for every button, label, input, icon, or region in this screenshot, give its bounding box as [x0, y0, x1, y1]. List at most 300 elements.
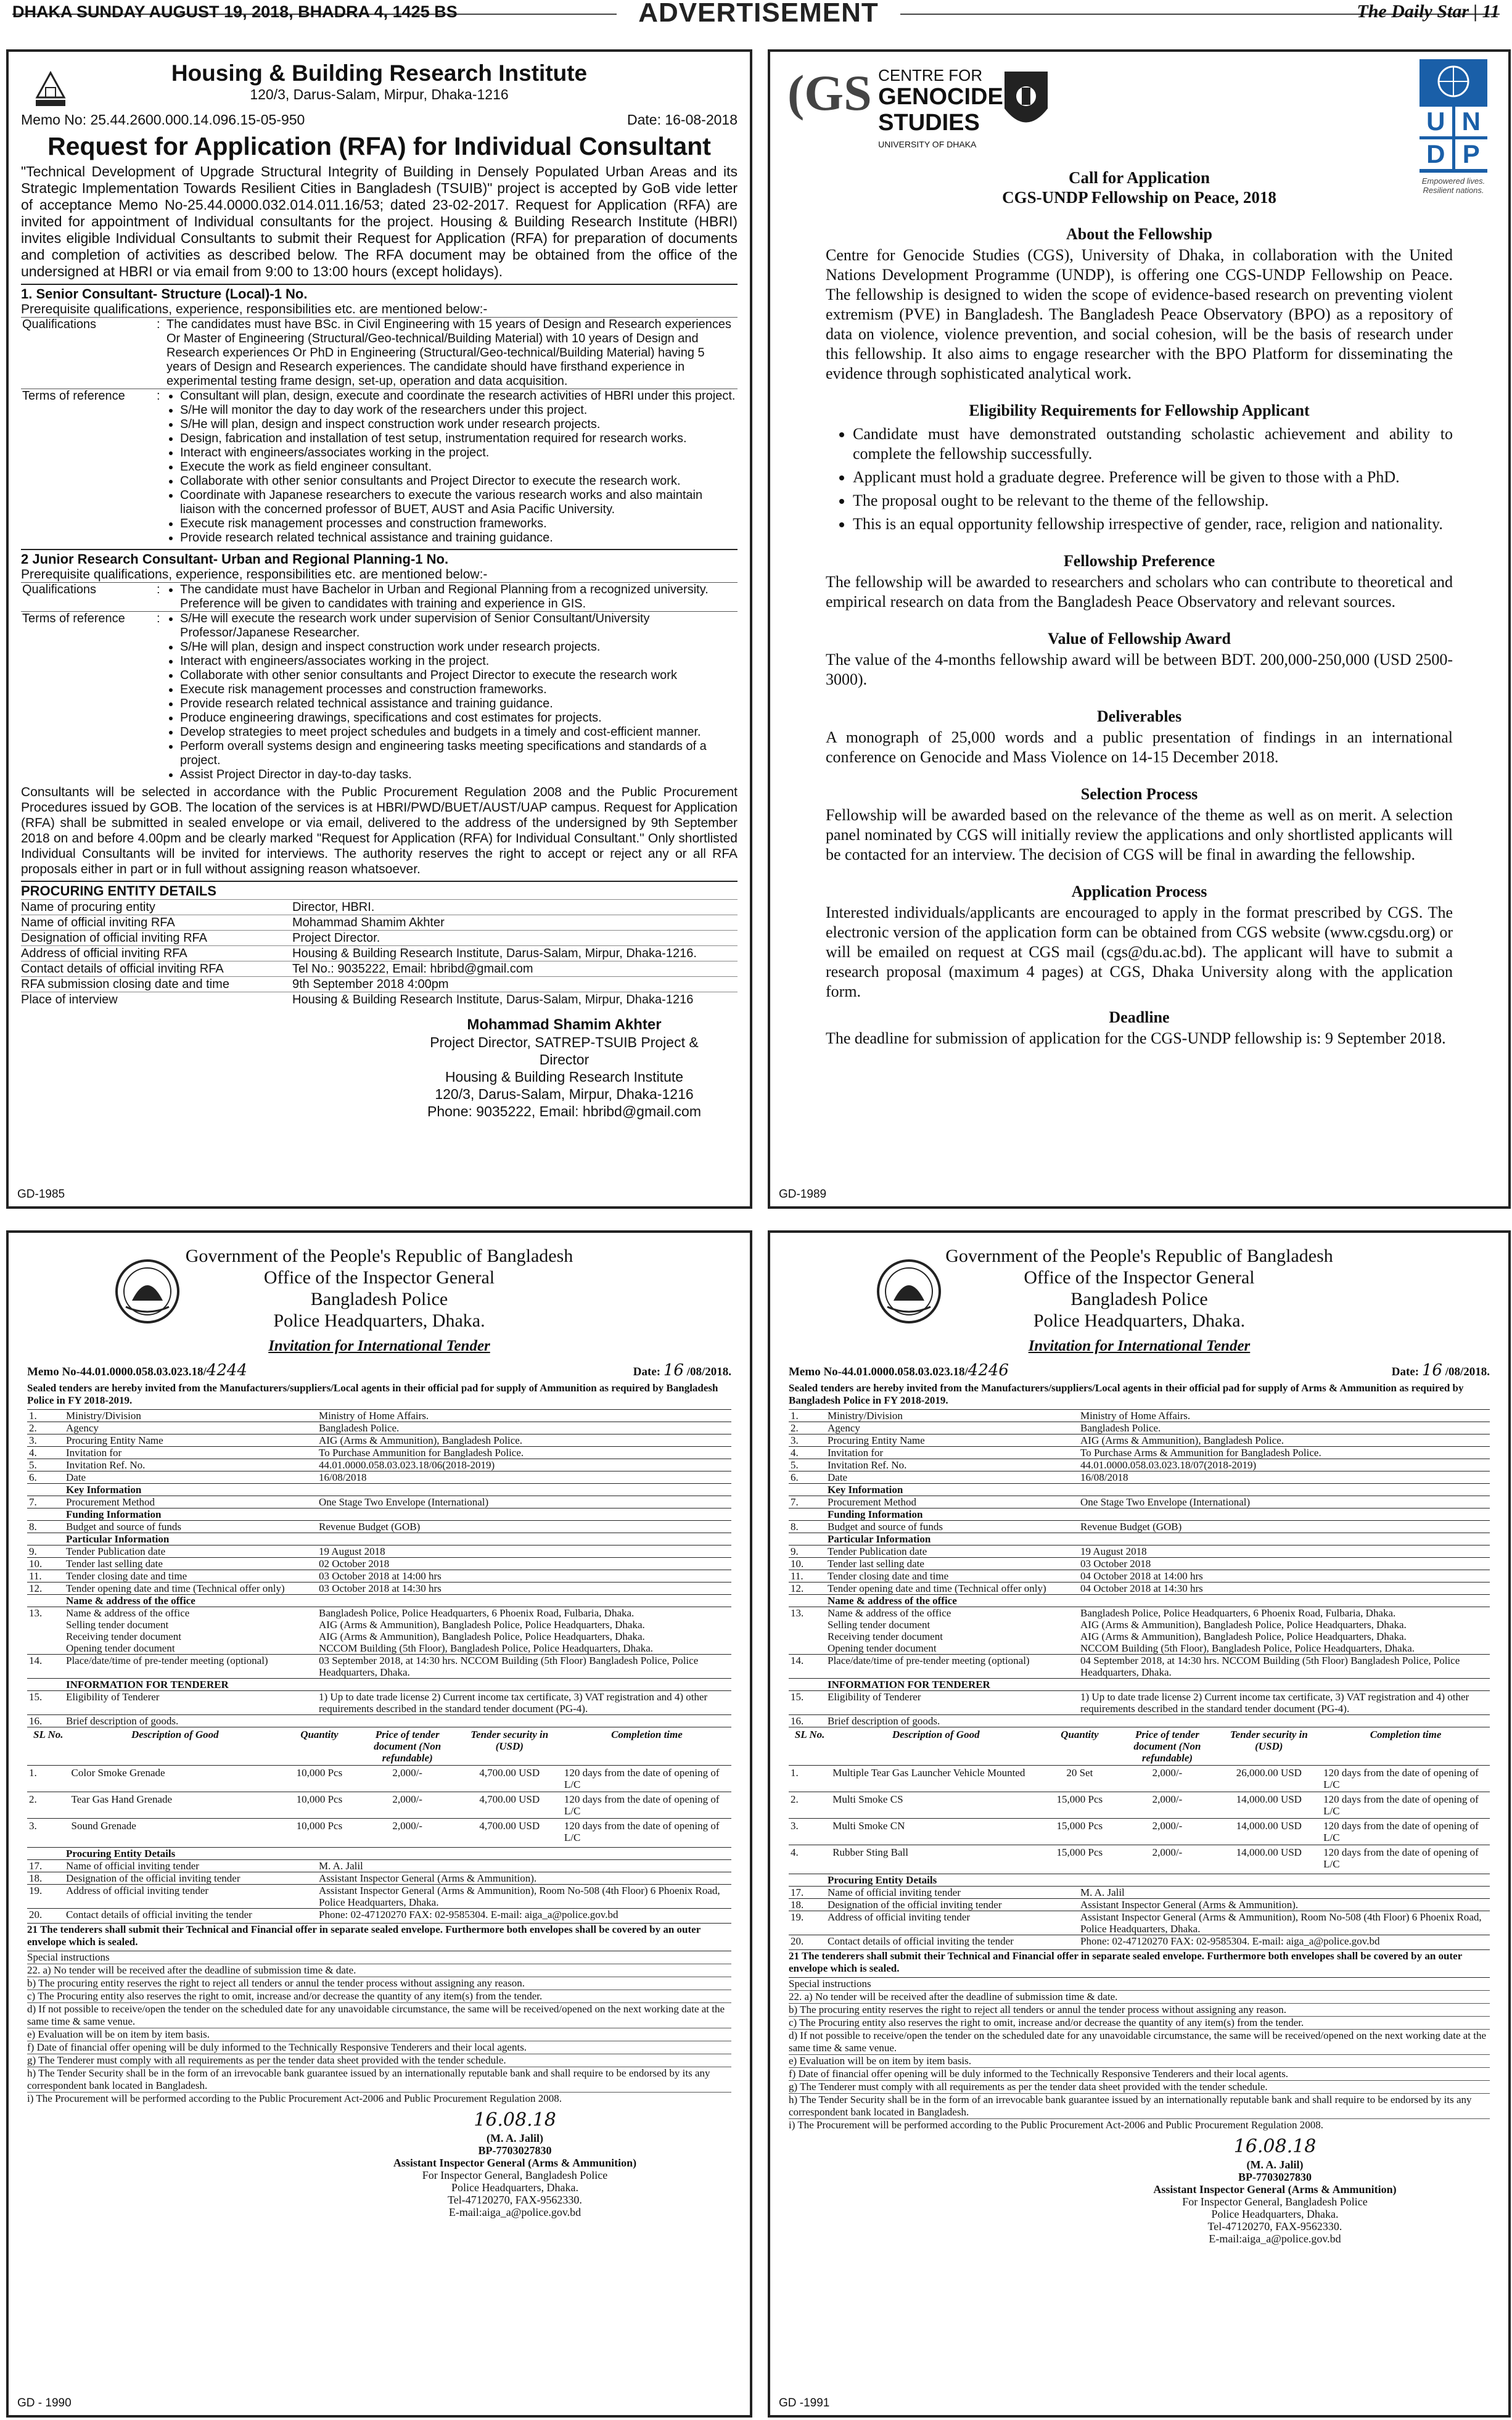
- tor-item: • Provide research related technical assistance and training guidance.: [180, 697, 738, 711]
- goods-cell-desc: Multiple Tear Gas Launcher Vehicle Mounted: [831, 1766, 1041, 1792]
- tender-title: Invitation for International Tender: [1028, 1338, 1251, 1354]
- pe-key: RFA submission closing date and time: [21, 977, 229, 991]
- row-key: Particular Information: [64, 1533, 317, 1545]
- tor-label: Terms of reference: [22, 389, 125, 403]
- row-key: Agency: [826, 1422, 1079, 1434]
- goods-table: [27, 1727, 731, 1845]
- row-value: One Stage Two Envelope (International): [1079, 1496, 1490, 1508]
- row-value: [1079, 1679, 1490, 1691]
- row-value: To Purchase Arms & Ammunition for Bangladesh Police.: [1079, 1447, 1490, 1459]
- sig-line: Assistant Inspector General (Arms & Ammunition): [393, 2157, 637, 2169]
- table-row: [27, 1459, 731, 1471]
- table-row: [27, 1558, 731, 1570]
- memo-line: [21, 112, 738, 128]
- table-row: [789, 1887, 1490, 1899]
- closing-text: Consultants will be selected in accordance with the Public Procurement Regulation 2008 and the Public Procurement Procedures issued by GOB. The location of the services is at HBRI/PWD/BUET/AUST/UAP campus. Request for Application (RFA) shall be submitted in sealed envelope or via email, delivered to the address of the undersigned by 9th September 2018 on and before 4.00pm and be clearly marked "Request for Application (RFA) for Individual Consultant." Only shortlisted Individual Consultants will be invited for interviews. The authority reserves the right to accept or reject any or all RFA proposals either in part or in full without assigning reason whatsoever.: [21, 785, 738, 876]
- row-value: AIG (Arms & Ammunition), Bangladesh Police.: [1079, 1434, 1490, 1447]
- row-key: Brief description of goods.: [826, 1715, 1079, 1727]
- signature-block: [391, 1016, 738, 1120]
- table-row: [27, 1434, 731, 1447]
- special-instruction: 22. a) No tender will be received after the deadline of submission time & date.: [789, 1990, 1490, 2003]
- eligibility-item: • Applicant must hold a graduate degree. Preference will be given to those with a PhD.: [853, 467, 1453, 487]
- row-key: Invitation Ref. No.: [64, 1459, 317, 1471]
- tor-item: • S/He will execute the research work under supervision of Senior Consultant/University Professor/Japanese Researcher.: [180, 612, 738, 640]
- row-value: 44.01.0000.058.03.023.18/06(2018-2019): [317, 1459, 731, 1471]
- goods-cell-sec: 4,700.00 USD: [457, 1819, 562, 1845]
- row-key: Funding Information: [64, 1508, 317, 1521]
- row-key: Address of official inviting tender: [64, 1885, 317, 1909]
- row-number: 1.: [27, 1410, 64, 1422]
- row-number: 14.: [27, 1655, 64, 1679]
- eligibility-item: • This is an equal opportunity fellowship irrespective of gender, race, religion and nationality.: [853, 514, 1453, 534]
- section-heading: Fellowship Preference: [1063, 552, 1215, 570]
- pe-row: [21, 899, 738, 915]
- row-number: [789, 1679, 826, 1691]
- goods-cell-sec: 14,000.00 USD: [1217, 1819, 1322, 1845]
- tor-item: • Perform overall systems design and engineering tasks meeting specifications and standards of a project.: [180, 739, 738, 768]
- memo-date: Date: 16-08-2018: [627, 112, 738, 128]
- row-key: Name of official inviting tender: [64, 1860, 317, 1872]
- goods-cell-sec: 14,000.00 USD: [1217, 1845, 1322, 1872]
- goods-header-price: Price of tender document (Non refundable): [1118, 1727, 1216, 1766]
- row-key: Procuring Entity Name: [826, 1434, 1079, 1447]
- hbri-rfa-ad: [6, 49, 752, 1209]
- pe-key: Name of procuring entity: [21, 900, 155, 914]
- row-number: 11.: [789, 1570, 826, 1582]
- row-value: [317, 1595, 731, 1607]
- cgs-body: [826, 168, 1453, 1048]
- row-value: Bangladesh Police.: [1079, 1422, 1490, 1434]
- section-heading: About the Fellowship: [1066, 225, 1212, 243]
- row-key: Name & address of the office: [64, 1595, 317, 1607]
- table-row: [789, 1410, 1490, 1422]
- goods-header-time: Completion time: [1321, 1727, 1490, 1766]
- goods-cell-price: 2,000/-: [1118, 1792, 1216, 1819]
- goods-cell-sl: 2.: [27, 1792, 70, 1819]
- sig-line: Assistant Inspector General (Arms & Ammunition): [1153, 2183, 1397, 2196]
- position-2-title: 2 Junior Research Consultant- Urban and Regional Planning-1 No.: [21, 549, 738, 567]
- memo-date-label: Date:: [633, 1365, 664, 1378]
- row-key: Place/date/time of pre-tender meeting (optional): [64, 1655, 317, 1679]
- eligibility-item: • Candidate must have demonstrated outstanding scholastic achievement and ability to complete the fellowship successfully.: [853, 424, 1453, 464]
- pe-key: Address of official inviting RFA: [21, 947, 187, 960]
- row-number: [27, 1484, 64, 1496]
- table-row: [789, 1447, 1490, 1459]
- goods-cell-qty: 10,000 Pcs: [281, 1819, 358, 1845]
- row-number: 4.: [27, 1447, 64, 1459]
- undp-letter: U: [1420, 107, 1452, 136]
- tor-item: • Execute risk management processes and construction frameworks.: [180, 683, 738, 697]
- goods-cell-time: 120 days from the date of opening of L/C: [562, 1792, 731, 1819]
- row-number: [789, 1533, 826, 1545]
- tor-item: • Design, fabrication and installation of test setup, instrumentation required for research works.: [180, 432, 738, 446]
- row-key: Eligibility of Tenderer: [64, 1691, 317, 1715]
- section-text: Interested individuals/applicants are encouraged to apply in the format prescribed by CGS. The electronic version of the application form can be obtained from CGS website (www.cgsdu.org) or will be emailed on request at CGS mail (cgs@du.ac.bd). The applicant will have to submit a research proposal (maximum 4 pages) at CGS, Dhaka University along with the application form.: [826, 903, 1453, 1000]
- memo-date-day: 16: [1421, 1361, 1442, 1380]
- row-key: Budget and source of funds: [826, 1521, 1079, 1533]
- goods-cell-qty: 15,000 Pcs: [1041, 1845, 1118, 1872]
- section-text: The fellowship will be awarded to researchers and scholars who can contribute to theoretical and empirical research on data from the Bangladesh Peace Observatory and relevant sources.: [826, 573, 1453, 611]
- special-instruction: e) Evaluation will be on item by item basis.: [789, 2054, 1490, 2067]
- sig-name: Mohammad Shamim Akhter: [467, 1016, 662, 1033]
- row-number: 10.: [789, 1558, 826, 1570]
- table-row: [27, 1410, 731, 1422]
- procuring-entity-table: [27, 1847, 731, 1920]
- memo-handwritten-number: 4246: [968, 1361, 1009, 1380]
- sig-line: E-mail:aiga_a@police.gov.bd: [1209, 2233, 1341, 2245]
- table-row: [789, 1655, 1490, 1679]
- tender-title: Invitation for International Tender: [268, 1338, 490, 1354]
- goods-cell-time: 120 days from the date of opening of L/C: [562, 1819, 731, 1845]
- sig-line: Tel-47120270, FAX-9562330.: [1207, 2220, 1342, 2233]
- undp-letter: P: [1455, 139, 1488, 169]
- pe-row: [21, 961, 738, 976]
- goods-cell-price: 2,000/-: [358, 1792, 457, 1819]
- position-1-title: 1. Senior Consultant- Structure (Local)-1 No.: [21, 284, 738, 302]
- special-instruction: i) The Procurement will be performed according to the Public Procurement Act-2006 and Public Procurement Regulation 2008.: [789, 2118, 1490, 2131]
- goods-header-sec: Tender security in (USD): [1217, 1727, 1322, 1766]
- goods-header-sec: Tender security in (USD): [457, 1727, 562, 1766]
- special-instruction: f) Date of financial offer opening will be duly informed to the Technically Responsive Tenderers and their local agents.: [789, 2067, 1490, 2080]
- row-number: 15.: [789, 1691, 826, 1715]
- table-subheading-row: [789, 1679, 1490, 1691]
- row-key: Tender closing date and time: [826, 1570, 1079, 1582]
- tender-intro: Sealed tenders are hereby invited from the Manufacturers/suppliers/Local agents in their official pad for supply of Ammunition as required by Bangladesh Police in FY 2018-2019.: [27, 1382, 718, 1406]
- section-text: The deadline for submission of application for the CGS-UNDP fellowship is: 9 September 2018.: [826, 1029, 1446, 1047]
- table-subheading-row: [27, 1484, 731, 1496]
- special-instruction: b) The procuring entity reserves the right to reject all tenders or annul the tender process without assigning any reason.: [27, 1977, 731, 1990]
- goods-cell-desc: Rubber Sting Ball: [831, 1845, 1041, 1872]
- row-number: 13.: [789, 1607, 826, 1655]
- row-key: Tender opening date and time (Technical offer only): [826, 1582, 1079, 1595]
- hbri-logo-icon: [33, 70, 68, 110]
- tor-item: • Develop strategies to meet project schedules and budgets in a timely and cost-efficient manner.: [180, 725, 738, 739]
- table-row: [27, 1655, 731, 1679]
- pe-title: PROCURING ENTITY DETAILS: [21, 881, 738, 899]
- row-value: 03 September 2018, at 14:30 hrs. NCCOM Building (5th Floor) Bangladesh Police, Police Headquarters, Dhaka.: [317, 1655, 731, 1679]
- tender-header: Office of the Inspector General: [263, 1267, 495, 1288]
- eligibility-list: [853, 424, 1453, 534]
- row-value: M. A. Jalil: [317, 1860, 731, 1872]
- row-value: Assistant Inspector General (Arms & Ammunition).: [1079, 1899, 1490, 1911]
- row-value: Assistant Inspector General (Arms & Ammunition), Room No-508 (4th Floor) 6 Phoenix Road, Police Headquarters, Dhaka.: [1079, 1911, 1490, 1935]
- pe-key: Contact details of official inviting RFA: [21, 962, 224, 976]
- row-number: [789, 1484, 826, 1496]
- row-key: Tender opening date and time (Technical offer only): [64, 1582, 317, 1595]
- table-row: [27, 1860, 731, 1872]
- pe-value: Tel No.: 9035222, Email: hbribd@gmail.com: [292, 962, 533, 976]
- ad-code: GD -1991: [779, 2397, 830, 2410]
- goods-header-time: Completion time: [562, 1727, 731, 1766]
- row-value: 03 October 2018 at 14:00 hrs: [317, 1570, 731, 1582]
- table-row: [789, 1545, 1490, 1558]
- goods-cell-qty: 15,000 Pcs: [1041, 1819, 1118, 1845]
- goods-cell-price: 2,000/-: [358, 1819, 457, 1845]
- cfa-title: Call for Application: [1068, 168, 1210, 187]
- prereq-note: Prerequisite qualifications, experience, responsibilities etc. are mentioned below:-: [21, 302, 488, 316]
- sig-line: BP-7703027830: [478, 2144, 552, 2157]
- table-row: [789, 1558, 1490, 1570]
- pe-row: [21, 992, 738, 1007]
- tender-header: Bangladesh Police: [1070, 1289, 1208, 1309]
- table-subheading-row: [27, 1533, 731, 1545]
- row-number: 4.: [789, 1447, 826, 1459]
- memo-number: Memo No-44.01.0000.058.03.023.18/: [789, 1365, 968, 1378]
- goods-row: [789, 1819, 1490, 1845]
- un-emblem-icon: [1435, 63, 1472, 100]
- pe-key: Name of official inviting RFA: [21, 916, 175, 929]
- tender-intro: Sealed tenders are hereby invited from the Manufacturers/suppliers/Local agents in their official pad for supply of Arms & Ammunition as required by Bangladesh Police in FY 2018-2019.: [789, 1382, 1464, 1406]
- special-instruction: d) If not possible to receive/open the tender on the scheduled date for any unavoidable circumstance, the same will be received/opened on the next working date at the same time & same venue.: [789, 2029, 1490, 2054]
- row-number: [27, 1508, 64, 1521]
- row-value: [317, 1715, 731, 1727]
- row-number: 5.: [789, 1459, 826, 1471]
- row-key: Name & address of the office: [826, 1595, 1079, 1607]
- row-value: Ministry of Home Affairs.: [317, 1410, 731, 1422]
- section-text: Fellowship will be awarded based on the relevance of the theme as well as on merit. A selection panel nominated by CGS will initially review the applications and only shortlisted applicants will be contacted for an interview. The decision of CGS will be final in awarding the fellowship.: [826, 806, 1453, 863]
- goods-cell-qty: 10,000 Pcs: [281, 1766, 358, 1792]
- table-row: [27, 1570, 731, 1582]
- row-number: 15.: [27, 1691, 64, 1715]
- row-key: Name & address of the office Selling tender document Receiving tender document Opening tender document: [826, 1607, 1079, 1655]
- qual-text: • The candidate must have Bachelor in Urban and Regional Planning from a recognized university. Preference will be given to candidates with training and experience in GIS.: [180, 583, 738, 611]
- table-row: [789, 1899, 1490, 1911]
- table-subheading-row: [789, 1533, 1490, 1545]
- memo-number: Memo No: 25.44.2600.000.14.096.15-05-950: [21, 112, 305, 128]
- row-number: 6.: [789, 1471, 826, 1484]
- row-value: One Stage Two Envelope (International): [317, 1496, 731, 1508]
- row-value: 16/08/2018: [1079, 1471, 1490, 1484]
- row-value: [1079, 1874, 1490, 1887]
- row-key: Funding Information: [826, 1508, 1079, 1521]
- pe-row: [21, 915, 738, 930]
- section-heading: Value of Fellowship Award: [1048, 630, 1231, 648]
- row-key: Tender last selling date: [826, 1558, 1079, 1570]
- row-number: 14.: [789, 1655, 826, 1679]
- goods-row: [27, 1766, 731, 1792]
- row-number: 16.: [789, 1715, 826, 1727]
- table-row: [27, 1521, 731, 1533]
- table-row: [27, 1909, 731, 1921]
- logo-text: CENTRE FOR: [878, 66, 983, 84]
- special-instructions-list: [789, 1990, 1490, 2131]
- row-number: [789, 1595, 826, 1607]
- row-value: Bangladesh Police.: [317, 1422, 731, 1434]
- table-row: [27, 1496, 731, 1508]
- table-subheading-row: [27, 1848, 731, 1860]
- row-value: [317, 1848, 731, 1860]
- pe-table: [21, 899, 738, 1007]
- signature-block: [1060, 2135, 1490, 2245]
- sig-line: For Inspector General, Bangladesh Police: [422, 2169, 608, 2181]
- row-value: Bangladesh Police, Police Headquarters, 6 Phoenix Road, Fulbaria, Dhaka. AIG (Arms & Ammunition), Bangladesh Police, Police Headquarters, Dhaka. AIG (Arms & Ammunition), Bangladesh Police, Police Headquarters, Dhaka. NCCOM Building (5th Floor), Bangladesh Police, Police Headquarters, Dhaka.: [1079, 1607, 1490, 1655]
- special-instruction: i) The Procurement will be performed according to the Public Procurement Act-2006 and Public Procurement Regulation 2008.: [27, 2092, 731, 2105]
- special-instruction: g) The Tenderer must comply with all requirements as per the tender data sheet provided with the tender schedule.: [789, 2080, 1490, 2093]
- row-key: Procuring Entity Name: [64, 1434, 317, 1447]
- row-number: 18.: [789, 1899, 826, 1911]
- org-name: Housing & Building Research Institute: [171, 60, 588, 86]
- goods-cell-desc: Tear Gas Hand Grenade: [70, 1792, 281, 1819]
- row-key: Ministry/Division: [64, 1410, 317, 1422]
- clause-21: 21 The tenderers shall submit their Technical and Financial offer in separate sealed envelope. Furthermore both envelopes shall be covered by an outer envelope which is sealed.: [27, 1923, 731, 1948]
- pe-row: [21, 976, 738, 992]
- goods-header-price: Price of tender document (Non refundable): [358, 1727, 457, 1766]
- tor-item: • Collaborate with other senior consultants and Project Director to execute the research work.: [180, 474, 738, 488]
- row-key: Eligibility of Tenderer: [826, 1691, 1079, 1715]
- row-key: Contact details of official inviting the tender: [826, 1935, 1079, 1948]
- row-value: [1079, 1533, 1490, 1545]
- special-instruction: 22. a) No tender will be received after the deadline of submission time & date.: [27, 1964, 731, 1977]
- table-row: [789, 1582, 1490, 1595]
- row-key: Name & address of the office Selling tender document Receiving tender document Opening tender document: [64, 1607, 317, 1655]
- masthead-paper: The Daily Star | 11: [1357, 1, 1500, 22]
- tor-item: • Provide research related technical assistance and training guidance.: [180, 531, 738, 545]
- row-value: [317, 1679, 731, 1691]
- goods-cell-sl: 1.: [27, 1766, 70, 1792]
- ad-code: GD-1989: [779, 1188, 827, 1201]
- goods-cell-sl: 1.: [789, 1766, 831, 1792]
- tender-header: Police Headquarters, Dhaka.: [273, 1311, 485, 1331]
- pe-value: Housing & Building Research Institute, Darus-Salam, Mirpur, Dhaka-1216.: [292, 947, 697, 960]
- row-number: 13.: [27, 1607, 64, 1655]
- row-value: 03 October 2018: [1079, 1558, 1490, 1570]
- table-row: [27, 1872, 731, 1885]
- row-value: [317, 1533, 731, 1545]
- row-value: Phone: 02-47120270 FAX: 02-9585304. E-mail: aiga_a@police.gov.bd: [1079, 1935, 1490, 1948]
- row-number: 19.: [27, 1885, 64, 1909]
- tor-item: • Interact with engineers/associates working in the project.: [180, 654, 738, 669]
- tor-list: [180, 389, 738, 545]
- undp-logo-icon: [1420, 59, 1487, 173]
- row-key: Key Information: [64, 1484, 317, 1496]
- row-key: Budget and source of funds: [64, 1521, 317, 1533]
- table-row: [789, 1496, 1490, 1508]
- table-row: [27, 1447, 731, 1459]
- table-subheading-row: [789, 1508, 1490, 1521]
- row-number: 20.: [789, 1935, 826, 1948]
- section-heading: Deadline: [1109, 1008, 1170, 1026]
- tor-item: • Execute risk management processes and construction frameworks.: [180, 517, 738, 531]
- table-row: [789, 1570, 1490, 1582]
- tender-info-table: [27, 1409, 731, 1727]
- row-key: Invitation for: [64, 1447, 317, 1459]
- eligibility-item: • The proposal ought to be relevant to the theme of the fellowship.: [853, 491, 1453, 511]
- tor-item: • Produce engineering drawings, specifications and cost estimates for projects.: [180, 711, 738, 725]
- row-key: Invitation for: [826, 1447, 1079, 1459]
- row-key: Date: [64, 1471, 317, 1484]
- section-heading: Eligibility Requirements for Fellowship Applicant: [969, 401, 1310, 419]
- special-instructions-heading: Special instructions: [27, 1951, 731, 1964]
- logo-text: GENOCIDE: [878, 84, 1003, 110]
- table-row: [789, 1691, 1490, 1715]
- procuring-entity-table: [789, 1874, 1490, 1947]
- pe-value: Director, HBRI.: [292, 900, 375, 914]
- row-key: Procurement Method: [826, 1496, 1079, 1508]
- sig-line: E-mail:aiga_a@police.gov.bd: [448, 2206, 581, 2218]
- signature-block: [298, 2109, 731, 2218]
- table-subheading-row: [789, 1874, 1490, 1887]
- undp-letter: D: [1420, 139, 1452, 169]
- goods-cell-sl: 3.: [789, 1819, 831, 1845]
- tor-label: Terms of reference: [22, 612, 125, 625]
- intro-text: "Technical Development of Upgrade Structural Integrity of Building in Densely Populated Urban Areas and its Strategic Implementation Towards Resilient Cities in Bangladesh (TSUIB)" project is accepted by GoB vide letter of acceptance Memo No-25.44.0000.032.014.011.16/53; dated 23-02-2017. Request for Application (RFA) are invited for appointment of Individual consultants for the project. Housing & Building Research Institute (HBRI) invites eligible Individual Consultants to submit their Request for Application (RFA) for preparation of documents and completion of activities as described below. The RFA document may be obtained from the office of the undersigned at HBRI or via email from 9:00 to 13:00 hours (except holidays).: [21, 163, 738, 279]
- row-value: [1079, 1715, 1490, 1727]
- goods-cell-time: 120 days from the date of opening of L/C: [1321, 1766, 1490, 1792]
- row-value: Revenue Budget (GOB): [317, 1521, 731, 1533]
- row-value: AIG (Arms & Ammunition), Bangladesh Police.: [317, 1434, 731, 1447]
- special-instruction: h) The Tender Security shall be in the form of an irrevocable bank guarantee issued by an internationally reputable bank and shall require to be endorsed by its any correspondent bank located in Bangladesh.: [789, 2093, 1490, 2118]
- tor-item: • Interact with engineers/associates working in the project.: [180, 446, 738, 460]
- clause-21: 21 The tenderers shall submit their Technical and Financial offer in separate sealed envelope. Furthermore both envelopes shall be covered by an outer envelope which is sealed.: [789, 1949, 1490, 1975]
- table-row: [789, 1935, 1490, 1948]
- row-number: 7.: [27, 1496, 64, 1508]
- special-instruction: h) The Tender Security shall be in the form of an irrevocable bank guarantee issued by an internationally reputable bank and shall require to be endorsed by its any correspondent bank located in Bangladesh.: [27, 2067, 731, 2092]
- tor-list: [180, 612, 738, 782]
- table-subheading-row: [27, 1508, 731, 1521]
- section-heading: Selection Process: [1080, 785, 1198, 803]
- row-number: 9.: [27, 1545, 64, 1558]
- tender-header: Government of the People's Republic of Bangladesh: [945, 1246, 1333, 1266]
- qual-text: The candidates must have BSc. in Civil Engineering with 15 years of Design and Research experiences Or Master of Engineering (Structural/Geo-technical/Building Material) with 10 years of Design and Research experiences Or PhD in Engineering (Structural/Geo-technical/Building Material) having 5 years of Design and Research experiences. The candidate should have firsthand experience in experimental testing frame design, set-up, operation and data acquisition.: [166, 318, 732, 388]
- row-number: 2.: [789, 1422, 826, 1434]
- goods-cell-desc: Multi Smoke CS: [831, 1792, 1041, 1819]
- goods-header-qty: Quantity: [1041, 1727, 1118, 1766]
- goods-cell-sec: 4,700.00 USD: [457, 1792, 562, 1819]
- row-value: M. A. Jalil: [1079, 1887, 1490, 1899]
- memo-handwritten-number: 4244: [206, 1361, 247, 1380]
- prereq-note: Prerequisite qualifications, experience, responsibilities etc. are mentioned below:-: [21, 567, 488, 582]
- row-value: [1079, 1595, 1490, 1607]
- tender-header: Bangladesh Police: [310, 1289, 448, 1309]
- goods-header-sl: SL No.: [789, 1727, 831, 1766]
- sig-line: Tel-47120270, FAX-9562330.: [448, 2194, 582, 2206]
- row-value: 19 August 2018: [317, 1545, 731, 1558]
- table-row: [27, 1715, 731, 1727]
- table-row: [27, 1471, 731, 1484]
- undp-tagline: Empowered lives. Resilient nations.: [1421, 176, 1485, 195]
- position-2-tor: Terms of reference : • S/He will execute the research work under supervision of Senior Consultant/University Professor/Japanese Researcher. • S/He will plan, design and inspect construction work under research projects. • Interact with engineers/associates working in the project. • Collaborate with other senior consultants and Project Director to execute the research work • Execute risk management processes and construction frameworks. • Provide research related technical assistance and training guidance. • Produce engineering drawings, specifications and cost estimates for projects. • Develop strategies to meet project schedules and budgets in a timely and cost-efficient manner. • Perform overall systems design and engineering tasks meeting specifications and standards of a project. • Assist Project Director in day-to-day tasks.: [21, 611, 738, 782]
- qual-label: Qualifications: [22, 318, 97, 331]
- goods-cell-price: 2,000/-: [1118, 1766, 1216, 1792]
- tender-ad-arms-ammunition: [768, 1230, 1511, 2418]
- table-row: [27, 1545, 731, 1558]
- tender-ad-ammunition: [6, 1230, 752, 2418]
- row-value: 16/08/2018: [317, 1471, 731, 1484]
- row-value: Assistant Inspector General (Arms & Ammunition), Room No-508 (4th Floor) 6 Phoenix Road, Police Headquarters, Dhaka.: [317, 1885, 731, 1909]
- cgs-logo-icon: (GS: [787, 65, 872, 121]
- row-key: Brief description of goods.: [64, 1715, 317, 1727]
- table-row: [27, 1582, 731, 1595]
- tor-item: • Coordinate with Japanese researchers to execute the various research works and also maintain liaison with the concerned professor of BUET, AUST and Asia Pacific University.: [180, 488, 738, 517]
- section-heading: Deliverables: [1096, 707, 1182, 725]
- table-subheading-row: [789, 1484, 1490, 1496]
- position-1-tor: Terms of reference : • Consultant will plan, design, execute and coordinate the research activities of HBRI under this project. • S/He will monitor the day to day work of the researchers under this project. • S/He will plan, design and inspect construction work under research projects. • Design, fabrication and installation of test setup, instrumentation required for research works. • Interact with engineers/associates working in the project. • Execute the work as field engineer consultant. • Collaborate with other senior consultants and Project Director to execute the research work. • Coordinate with Japanese researchers to execute the various research works and also maintain liaison with the concerned professor of BUET, AUST and Asia Pacific University. • Execute risk management processes and construction frameworks. • Provide research related technical assistance and training guidance.: [21, 389, 738, 545]
- special-instruction: g) The Tenderer must comply with all requirements as per the tender data sheet provided with the tender schedule.: [27, 2054, 731, 2067]
- section-text: Centre for Genocide Studies (CGS), University of Dhaka, in collaboration with the United Nations Development Programme (UNDP), is offering one CGS-UNDP Fellowship on Peace. The fellowship is designed to widen the scope of evidence-based research on preventing violent extremism (PVE) in Bangladesh. The Bangladesh Peace Observatory (BPO) as a repository of data on violence, violence prevention, and social cohesion, will be the basis of research under this fellowship. It also aims to engage researcher with the BPO Platform for disseminating the evidence through sophisticated analytical work.: [826, 246, 1453, 382]
- table-row: [27, 1607, 731, 1655]
- row-number: 10.: [27, 1558, 64, 1570]
- sig-line: Police Headquarters, Dhaka.: [451, 2181, 578, 2194]
- row-number: 2.: [27, 1422, 64, 1434]
- ad-title: Request for Application (RFA) for Individual Consultant: [47, 132, 711, 160]
- row-key: Contact details of official inviting the tender: [64, 1909, 317, 1921]
- row-key: Date: [826, 1471, 1079, 1484]
- row-number: 5.: [27, 1459, 64, 1471]
- pe-key: Place of interview: [21, 993, 118, 1006]
- row-value: 1) Up to date trade license 2) Current income tax certificate, 3) VAT registration and 4) other requirements described in the standard tender document (PG-4).: [1079, 1691, 1490, 1715]
- goods-cell-sl: 2.: [789, 1792, 831, 1819]
- qual-label: Qualifications: [22, 583, 97, 596]
